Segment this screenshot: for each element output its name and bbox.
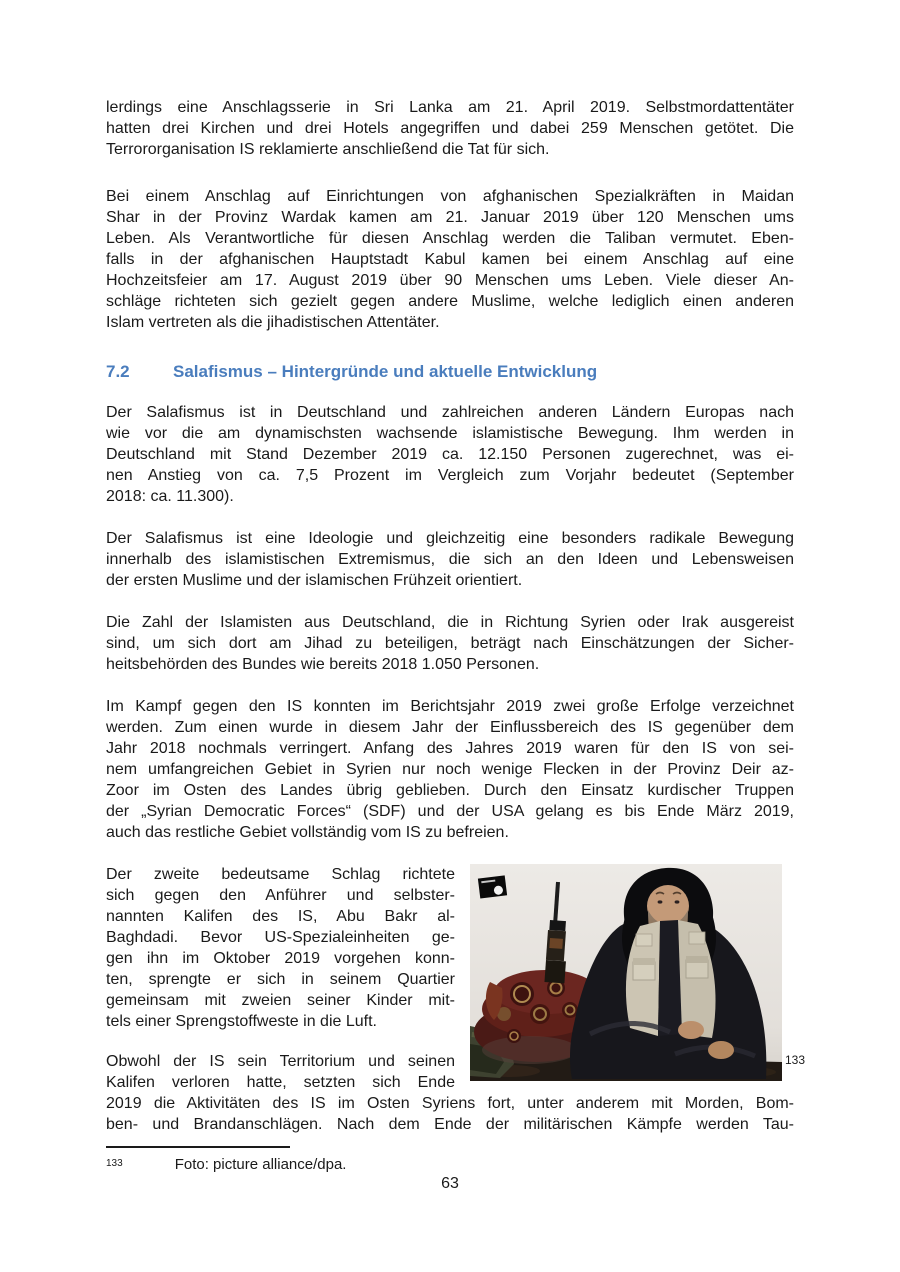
text-line: Jahr 2018 nochmals verringert. Anfang des Jahres 2019 waren für den IS von sei- <box>106 740 794 757</box>
text-line: sich gegen den Anführer und selbster- <box>106 887 455 904</box>
text-line: Der zweite bedeutsame Schlag richtete <box>106 866 455 883</box>
text-line: nem umfangreichen Gebiet in Syrien nur noch wenige Flecken in der Provinz Deir az- <box>106 761 794 778</box>
photo-baghdadi-illustration <box>470 864 782 1081</box>
text-line: Hochzeitsfeier am 17. August 2019 über 90 Menschen ums Leben. Viele dieser An- <box>106 272 794 289</box>
page-number: 63 <box>441 1175 459 1192</box>
text-line: Zoor im Osten des Landes übrig geblieben. Durch den Einsatz kurdischer Truppen <box>106 782 794 799</box>
text-line: falls in der afghanischen Hauptstadt Kabul kamen bei einem Anschlag auf eine <box>106 251 794 268</box>
text-line: nen Anstieg von ca. 7,5 Prozent im Vergleich zum Vorjahr bedeutet (September <box>106 467 794 484</box>
text-line: Deutschland mit Stand Dezember 2019 ca. 12.150 Personen zugerechnet, was ei- <box>106 446 794 463</box>
heading-number: 7.2 <box>106 362 130 381</box>
text-line: Die Zahl der Islamisten aus Deutschland, die in Richtung Syrien oder Irak ausgereist <box>106 614 794 631</box>
text-line: Shar in der Provinz Wardak kamen am 21. Januar 2019 über 120 Menschen ums <box>106 209 794 226</box>
text-line: Terrororganisation IS reklamierte anschließend die Tat für sich. <box>106 141 550 158</box>
text-line: wie vor die am dynamischsten wachsende islamistische Bewegung. Ihm werden in <box>106 425 794 442</box>
text-line: sind, um sich dort am Jihad zu beteiligen, beträgt nach Einschätzungen der Sicher- <box>106 635 794 652</box>
paragraph-afghanistan <box>106 186 794 333</box>
footnote-marker: 133 <box>106 1158 123 1169</box>
paragraph-ausgereiste <box>106 612 794 675</box>
text-line: werden. Zum einen wurde in diesem Jahr der Einflussbereich des IS gegenüber dem <box>106 719 794 736</box>
text-line: Baghdadi. Bevor US-Spezialeinheiten ge- <box>106 929 455 946</box>
paragraph-salafismus-zahlen <box>106 402 794 507</box>
text-line: tels einer Sprengstoffweste in die Luft. <box>106 1013 377 1030</box>
footnote-text: Foto: picture alliance/dpa. <box>174 1156 347 1173</box>
text-line: innerhalb des islamistischen Extremismus, die sich an den Ideen und Lebensweisen <box>106 551 794 568</box>
text-line: lerdings eine Anschlagsserie in Sri Lanka am 21. April 2019. Selbstmordattentäter <box>106 99 794 116</box>
text-line: nannten Kalifen des IS, Abu Bakr al- <box>106 908 455 925</box>
flag-icon <box>478 875 507 898</box>
footnote <box>106 1155 794 1174</box>
text-line: der ersten Muslime und der islamischen Frühzeit orientiert. <box>106 572 523 589</box>
paragraph-anschlagsserie <box>106 97 794 160</box>
paragraph-salafismus-ideologie <box>106 528 794 591</box>
text-line: gen ihn im Oktober 2019 vorgehen konn- <box>106 950 455 967</box>
text-line: gemeinsam mit zweien seiner Kinder mit- <box>106 992 455 1009</box>
text-line: hatten drei Kirchen und drei Hotels angegriffen und dabei 259 Menschen getötet. Die <box>106 120 794 137</box>
paragraph-obwohl-narrow <box>106 1051 455 1093</box>
text-line: 2018: ca. 11.300). <box>106 488 234 505</box>
footnote-separator <box>106 1146 290 1148</box>
text-line: Im Kampf gegen den IS konnten im Berichtsjahr 2019 zwei große Erfolge verzeichnet <box>106 698 794 715</box>
photo-footnote-ref: 133 <box>785 1053 806 1067</box>
paragraph-kampf-gegen-is <box>106 696 794 843</box>
text-line: Der Salafismus ist in Deutschland und zahlreichen anderen Ländern Europas nach <box>106 404 794 421</box>
text-line: der „Syrian Democratic Forces“ (SDF) und der USA gelang es bis Ende März 2019, <box>106 803 794 820</box>
text-line: Obwohl der IS sein Territorium und seinen <box>106 1053 455 1070</box>
text-line: Kalifen verloren hatte, setzten sich Ende <box>106 1074 455 1091</box>
text-line: ten, sprengte er sich in seinem Quartier <box>106 971 455 988</box>
paragraph-baghdadi <box>106 864 455 1032</box>
text-line: auch das restliche Gebiet vollständig vom IS zu befreien. <box>106 824 509 841</box>
text-line: schläge richteten sich gezielt gegen andere Muslime, welche lediglich einen anderen <box>106 293 794 310</box>
text-line: Bei einem Anschlag auf Einrichtungen von afghanischen Spezialkräften in Maidan <box>106 188 794 205</box>
paragraph-obwohl-wide <box>106 1093 794 1135</box>
text-line: 2019 die Aktivitäten des IS im Osten Syriens fort, unter anderem mit Morden, Bom- <box>106 1095 794 1112</box>
photo-baghdadi <box>470 864 782 1081</box>
text-line: Der Salafismus ist eine Ideologie und gleichzeitig eine besonders radikale Bewegung <box>106 530 794 547</box>
heading-title: Salafismus – Hintergründe und aktuelle Entwicklung <box>173 362 598 381</box>
section-heading <box>106 361 794 382</box>
text-line: ben- und Brandanschlägen. Nach dem Ende der militärischen Kämpfe werden Tau- <box>106 1116 794 1133</box>
text-line: heitsbehörden des Bundes wie bereits 2018 1.050 Personen. <box>106 656 540 673</box>
text-line: Leben. Als Verantwortliche für diesen Anschlag werden die Taliban vermutet. Eben- <box>106 230 794 247</box>
text-line: Islam vertreten als die jihadistischen Attentäter. <box>106 314 440 331</box>
